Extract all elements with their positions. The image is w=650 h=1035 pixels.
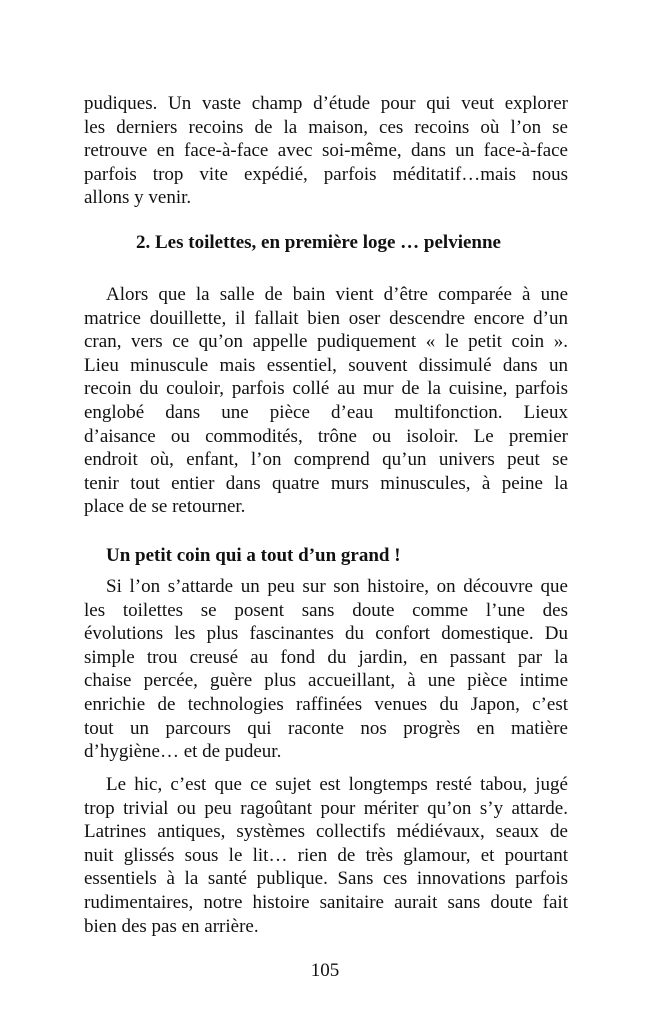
- paragraph-line: allons y venir.: [84, 187, 192, 209]
- paragraph-line: évolutions les plus fascinantes du confort domestique. Du: [84, 623, 568, 645]
- paragraph-line: rudimentaires, notre histoire sanitaire aurait sans doute fait: [84, 891, 568, 913]
- paragraph-line: enrichie de technologies raffinées venues du Japon, c’est: [84, 693, 568, 715]
- paragraph-line: place de se retourner.: [84, 496, 246, 518]
- subheading: Un petit coin qui a tout d’un grand !: [106, 545, 401, 566]
- paragraph-line: trop trivial ou peu ragoûtant pour mériter qu’on s’y attarde.: [84, 797, 568, 819]
- paragraph-line: les derniers recoins de la maison, ces recoins où l’on se: [84, 116, 568, 138]
- paragraph-line: Lieu minuscule mais essentiel, souvent dissimulé dans un: [84, 354, 568, 376]
- paragraph-line: Latrines antiques, systèmes collectifs médiévaux, seaux de: [84, 821, 568, 843]
- paragraph-line: bien des pas en arrière.: [84, 915, 259, 937]
- paragraph-line: parfois trop vite expédié, parfois méditatif…mais nous: [84, 163, 568, 185]
- paragraph-3: [84, 773, 568, 938]
- paragraph-line: essentiels à la santé publique. Sans ces innovations parfois: [84, 868, 568, 890]
- paragraph-line: pudiques. Un vaste champ d’étude pour qui veut explorer: [84, 93, 568, 114]
- paragraph-line: retrouve en face-à-face avec soi-même, dans un face-à-face: [84, 140, 568, 162]
- paragraph-line: endroit où, enfant, l’on comprend qu’un univers peut se: [84, 449, 568, 471]
- paragraph-line: englobé dans une pièce d’eau multifonction. Lieux: [84, 401, 568, 423]
- paragraph-line: les toilettes se posent sans doute comme l’une des: [84, 599, 568, 621]
- paragraph-line: tout un parcours qui raconte nos progrès en matière: [84, 717, 568, 739]
- paragraph-line: Le hic, c’est que ce sujet est longtemps resté tabou, jugé: [106, 774, 568, 795]
- paragraph-line: recoin du couloir, parfois collé au mur de la cuisine, parfois: [84, 378, 568, 400]
- page-number: 105: [310, 960, 340, 981]
- paragraph-2: [84, 575, 568, 764]
- section-heading: 2. Les toilettes, en première loge … pelvienne: [136, 232, 501, 253]
- paragraph-line: nuit glissés sous le lit… rien de très glamour, et pourtant: [84, 844, 568, 866]
- paragraph-line: chaise percée, guère plus accueillant, à une pièce intime: [84, 670, 568, 692]
- paragraph-line: tenir tout entier dans quatre murs minuscules, à peine la: [84, 472, 568, 494]
- top-paragraph: [84, 92, 568, 210]
- paragraph-line: d’hygiène… et de pudeur.: [84, 741, 282, 763]
- paragraph-line: Alors que la salle de bain vient d’être comparée à une: [106, 284, 568, 305]
- paragraph-line: simple trou creusé au fond du jardin, en passant par la: [84, 646, 568, 668]
- paragraph-line: Si l’on s’attarde un peu sur son histoire, on découvre que: [106, 576, 568, 597]
- paragraph-1: [84, 283, 568, 519]
- paragraph-line: cran, vers ce qu’on appelle pudiquement « le petit coin ».: [84, 331, 568, 353]
- paragraph-line: d’aisance ou commodités, trône ou isoloir. Le premier: [84, 425, 568, 447]
- paragraph-line: matrice douillette, il fallait bien oser descendre encore d’un: [84, 307, 568, 329]
